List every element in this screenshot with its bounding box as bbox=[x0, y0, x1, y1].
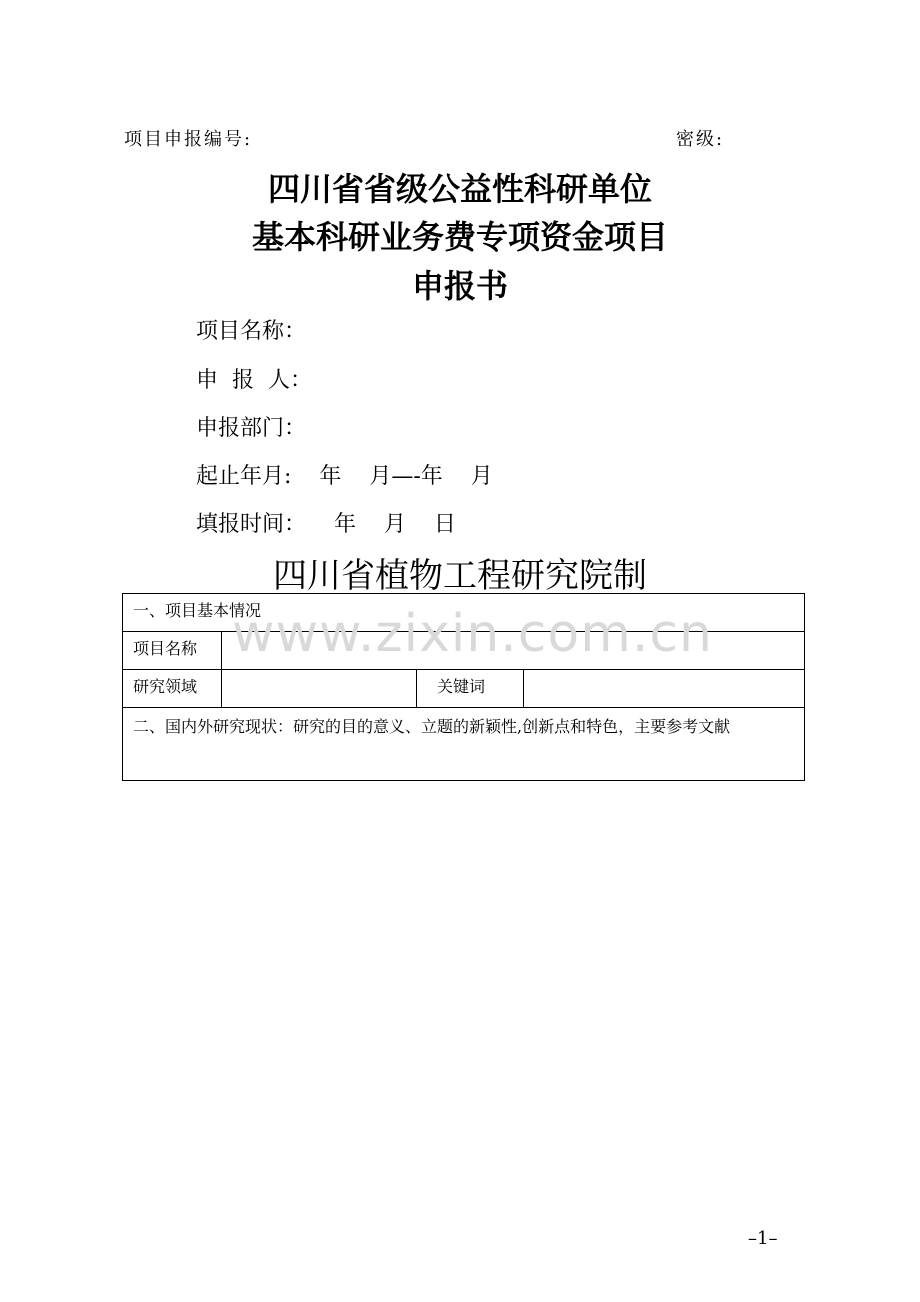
page-number: –1– bbox=[748, 1228, 778, 1249]
document-title-line-1: 四川省省级公益性科研单位 bbox=[267, 170, 652, 208]
section-basic-info: 一、项目基本情况 bbox=[123, 594, 805, 632]
project-name-cell[interactable] bbox=[222, 632, 805, 670]
keywords-cell[interactable] bbox=[524, 670, 805, 708]
project-info-table bbox=[122, 593, 805, 781]
research-field-cell[interactable] bbox=[222, 670, 417, 708]
project-number-label: 项目申报编号: bbox=[124, 129, 253, 150]
field-fill-date: 填报时间： 年 月 日 bbox=[196, 512, 456, 537]
secrecy-label: 密级: bbox=[676, 129, 725, 150]
document-title-line-3: 申报书 bbox=[411, 267, 508, 305]
field-applicant: 申 报 人： bbox=[196, 368, 312, 393]
watermark: www.zixin.com.cn bbox=[232, 604, 713, 664]
field-department: 申报部门： bbox=[196, 416, 307, 441]
keywords-label: 关键词 bbox=[417, 670, 524, 708]
field-project-name: 项目名称： bbox=[196, 319, 307, 344]
research-field-label: 研究领域 bbox=[123, 670, 222, 708]
institute-name: 四川省植物工程研究院制 bbox=[273, 556, 647, 596]
section-research-status: 二、国内外研究现状：研究的目的意义、立题的新颖性,创新点和特色，主要参考文献 bbox=[123, 708, 805, 781]
field-period: 起止年月: 年 月—-年 月 bbox=[196, 464, 493, 489]
project-name-label: 项目名称 bbox=[123, 632, 222, 670]
document-title-line-2: 基本科研业务费专项资金项目 bbox=[251, 218, 668, 256]
